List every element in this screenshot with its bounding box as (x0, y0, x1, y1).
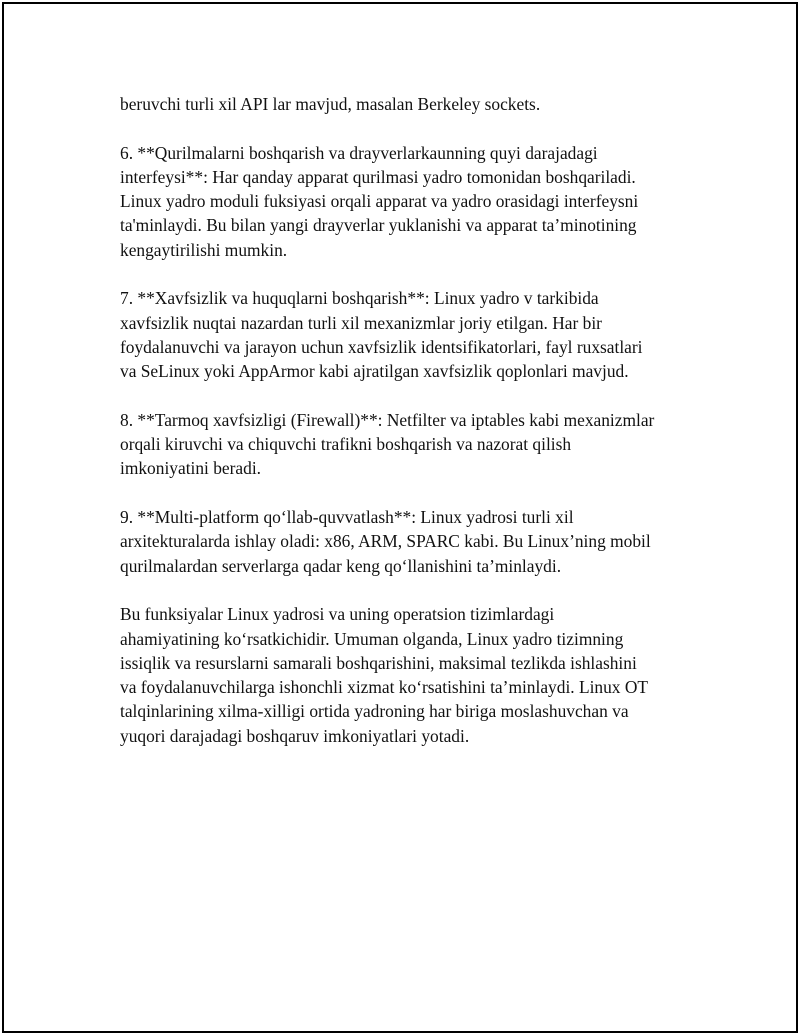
text-line: interfeysi**: Har qanday apparat qurilmasi yadro tomonidan boshqariladi. (120, 166, 636, 187)
paragraph-device-management (120, 141, 690, 262)
text-line: 7. **Xavfsizlik va huquqlarni boshqarish**: Linux yadro v tarkibida (120, 288, 599, 309)
text-line: imkoniyatini beradi. (120, 458, 262, 479)
text-line: va foydalanuvchilarga ishonchli xizmat ko‘rsatishini ta’minlaydi. Linux OT (120, 677, 649, 698)
text-line: beruvchi turli xil API lar mavjud, masalan Berkeley sockets. (120, 94, 541, 114)
paragraph-conclusion (120, 602, 690, 748)
text-line: issiqlik va resurslarni samarali boshqarishini, maksimal tezlikda ishlashini (120, 652, 637, 673)
paragraph-security-rights (120, 286, 690, 383)
text-line: yuqori darajadagi boshqaruv imkoniyatlari yotadi. (120, 725, 470, 746)
text-line: foydalanuvchi va jarayon uchun xavfsizlik identsifikatorlari, fayl ruxsatlari (120, 336, 643, 357)
paragraph-network-firewall (120, 408, 690, 481)
text-line: orqali kiruvchi va chiquvchi trafikni boshqarish va nazorat qilish (120, 434, 572, 455)
text-line: Bu funksiyalar Linux yadrosi va uning operatsion tizimlardagi (120, 604, 555, 625)
document-body (120, 92, 690, 772)
text-line: kengaytirilishi mumkin. (120, 239, 288, 260)
text-line: 6. **Qurilmalarni boshqarish va drayverlarkaunning quyi darajadagi (120, 142, 598, 163)
text-line: ahamiyatining ko‘rsatkichidir. Umuman olganda, Linux yadro tizimning (120, 628, 624, 649)
text-line: arxitekturalarda ishlay oladi: x86, ARM, SPARC kabi. Bu Linux’ning mobil (120, 531, 651, 552)
text-line: 9. **Multi-platform qo‘llab-quvvatlash**: Linux yadrosi turli xil (120, 507, 574, 528)
text-line: ta'minlaydi. Bu bilan yangi drayverlar yuklanishi va apparat ta’minotining (120, 215, 637, 236)
text-line: 8. **Tarmoq xavfsizligi (Firewall)**: Netfilter va iptables kabi mexanizmlar (120, 409, 655, 430)
document-page (2, 2, 798, 1033)
text-line: qurilmalardan serverlarga qadar keng qo‘llanishini ta’minlaydi. (120, 555, 562, 576)
text-line: talqinlarining xilma-xilligi ortida yadroning har biriga moslashuvchan va (120, 701, 629, 722)
text-line: va SeLinux yoki AppArmor kabi ajratilgan xavfsizlik qoplonlari mavjud. (120, 361, 629, 382)
paragraph-api-continuation (120, 92, 690, 116)
text-line: Linux yadro moduli fuksiyasi orqali apparat va yadro orasidagi interfeysni (120, 191, 639, 212)
text-line: xavfsizlik nuqtai nazardan turli xil mexanizmlar joriy etilgan. Har bir (120, 312, 602, 333)
paragraph-multi-platform (120, 505, 690, 578)
